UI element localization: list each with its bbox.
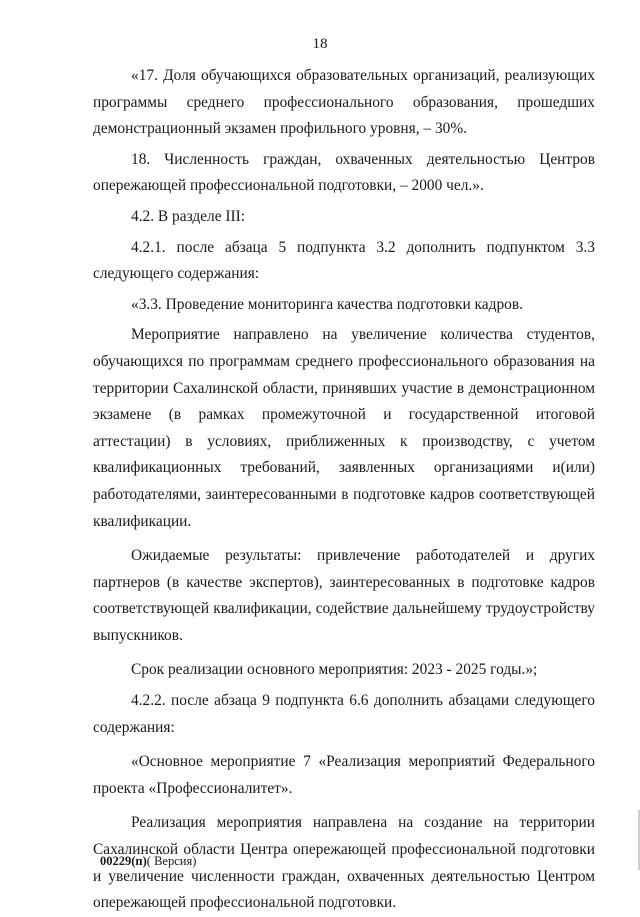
- paragraph-indicator-17: «17. Доля обучающихся образовательных организаций, реализующих программы среднего профессионального образования, прошедших демонстрационный экзамен профильного уровня, – 30%.: [93, 67, 595, 138]
- paragraph-indicator-18: 18. Численность граждан, охваченных деятельностью Центров опережающей профессиональной подготовки, – 2000 чел.».: [93, 150, 595, 195]
- paragraph-main-measure-7: «Основное мероприятие 7 «Реализация мероприятий Федерального проекта «Профессионалитет».: [93, 753, 595, 797]
- document-footer: [100, 854, 196, 869]
- footer-version: ( Версия): [146, 854, 197, 868]
- paragraph-subitem-3-3-title: «3.3. Проведение мониторинга качества подготовки кадров.: [131, 295, 523, 313]
- paragraph-implementation-period: Срок реализации основного мероприятия: 2023 - 2025 годы.»;: [131, 661, 538, 679]
- paragraph-item-4-2-2: 4.2.2. после абзаца 9 подпункта 6.6 дополнить абзацами следующего содержания:: [93, 692, 595, 736]
- paragraph-measure-description: Мероприятие направлено на увеличение количества студентов, обучающихся по программам среднего профессионального образования на территории Сахалинской области, принявших участие в демонстрационном экзамене (в рамках промежуточной и государственной итоговой аттестации) в условиях, приближенных к производству, с учетом квалификационных требований, заявленных организациями и(или) работодателями, заинтересованными в подготовке кадров соответствующей квалификации.: [93, 326, 595, 530]
- page-number: 18: [312, 36, 328, 52]
- footer-document-code: 00229(п): [100, 854, 147, 868]
- paragraph-measure-7-description: Реализация мероприятия направлена на создание на территории Сахалинской области Центра опережающей профессиональной подготовки и увеличение численности граждан, охваченных деятельностью Центром опережающей профессиональной подготовки.: [93, 814, 595, 912]
- paragraph-expected-results: Ожидаемые результаты: привлечение работодателей и других партнеров (в качестве экспертов), заинтересованных в подготовке кадров соответствующей квалификации, содействие дальнейшему трудоустройству выпускников.: [93, 547, 595, 644]
- paragraph-item-4-2-1: 4.2.1. после абзаца 5 подпункта 3.2 дополнить подпунктом 3.3 следующего содержания:: [93, 238, 595, 283]
- paragraph-section-4-2: 4.2. В разделе III:: [131, 207, 246, 225]
- document-body: [93, 63, 595, 917]
